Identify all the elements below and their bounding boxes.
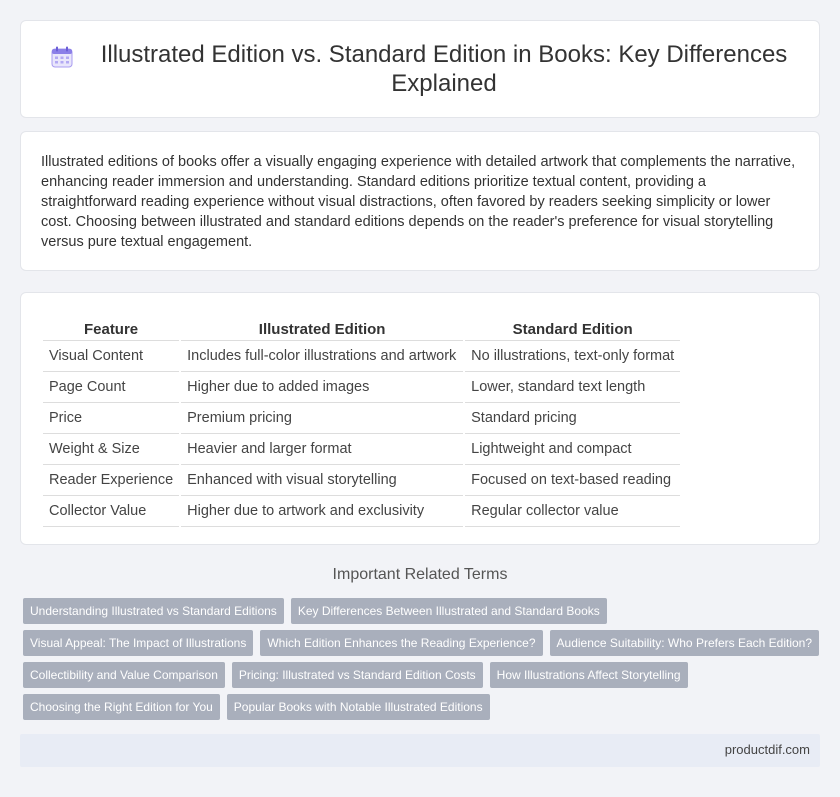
intro-card <box>20 131 820 271</box>
cell-illustrated: Includes full-color illustrations and artwork <box>181 341 463 372</box>
related-term-tag[interactable]: Choosing the Right Edition for You <box>23 694 220 720</box>
cell-feature: Page Count <box>43 372 179 403</box>
related-term-tag[interactable]: Pricing: Illustrated vs Standard Edition Costs <box>232 662 483 688</box>
tag-row <box>23 630 823 656</box>
comparison-card <box>20 292 820 545</box>
calendar-icon <box>51 46 73 68</box>
comparison-table <box>41 315 682 527</box>
cell-illustrated: Higher due to artwork and exclusivity <box>181 496 463 527</box>
header-illustrated: Illustrated Edition <box>181 315 463 341</box>
related-terms-list <box>23 598 823 726</box>
related-term-tag[interactable]: Key Differences Between Illustrated and Standard Books <box>291 598 607 624</box>
table-row <box>43 496 680 527</box>
cell-illustrated: Higher due to added images <box>181 372 463 403</box>
tag-row <box>23 662 823 688</box>
cell-feature: Reader Experience <box>43 465 179 496</box>
footer-bar <box>20 734 820 767</box>
cell-standard: Lower, standard text length <box>465 372 680 403</box>
related-term-tag[interactable]: Collectibility and Value Comparison <box>23 662 225 688</box>
table-row <box>43 372 680 403</box>
cell-standard: No illustrations, text-only format <box>465 341 680 372</box>
table-row <box>43 434 680 465</box>
cell-feature: Visual Content <box>43 341 179 372</box>
title-card <box>20 20 820 118</box>
table-row <box>43 465 680 496</box>
related-term-tag[interactable]: How Illustrations Affect Storytelling <box>490 662 688 688</box>
footer-site-name: productdif.com <box>724 742 810 757</box>
title-row <box>50 40 790 98</box>
cell-illustrated: Enhanced with visual storytelling <box>181 465 463 496</box>
header-feature: Feature <box>43 315 179 341</box>
related-term-tag[interactable]: Popular Books with Notable Illustrated Editions <box>227 694 490 720</box>
page-title: Illustrated Edition vs. Standard Edition in Books: Key Differences Explained <box>100 41 788 97</box>
related-term-tag[interactable]: Visual Appeal: The Impact of Illustrations <box>23 630 253 656</box>
related-term-tag[interactable]: Audience Suitability: Who Prefers Each Edition? <box>550 630 819 656</box>
cell-feature: Collector Value <box>43 496 179 527</box>
cell-illustrated: Heavier and larger format <box>181 434 463 465</box>
cell-illustrated: Premium pricing <box>181 403 463 434</box>
table-row <box>43 341 680 372</box>
cell-standard: Lightweight and compact <box>465 434 680 465</box>
intro-paragraph: Illustrated editions of books offer a visually engaging experience with detailed artwork that complements the narrative, enhancing reader immersion and understanding. Standard editions prioritize textual content, providing a straightforward reading experience without visual distractions, often favored by readers seeking simplicity or lower cost. Choosing between illustrated and standard editions depends on the reader's preference for visual storytelling versus pure textual engagement. <box>41 154 796 250</box>
cell-feature: Price <box>43 403 179 434</box>
table-row <box>43 403 680 434</box>
cell-standard: Regular collector value <box>465 496 680 527</box>
tag-row <box>23 694 823 720</box>
header-standard: Standard Edition <box>465 315 680 341</box>
table-header-row <box>43 315 680 341</box>
related-terms-heading: Important Related Terms <box>332 566 508 583</box>
cell-feature: Weight & Size <box>43 434 179 465</box>
cell-standard: Standard pricing <box>465 403 680 434</box>
related-term-tag[interactable]: Understanding Illustrated vs Standard Editions <box>23 598 284 624</box>
cell-standard: Focused on text-based reading <box>465 465 680 496</box>
related-term-tag[interactable]: Which Edition Enhances the Reading Experience? <box>260 630 542 656</box>
tag-row <box>23 598 823 624</box>
